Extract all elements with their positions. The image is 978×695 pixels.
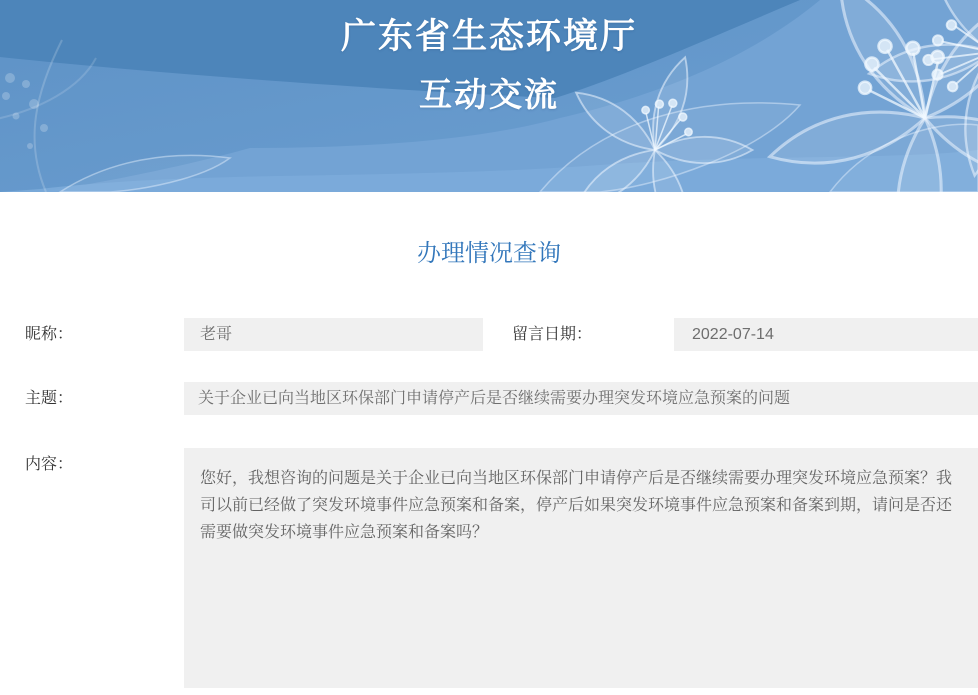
nickname-label: 昵称： (25, 326, 74, 343)
header-banner (0, 0, 978, 192)
message-date-label: 留言日期： (512, 326, 593, 343)
section-title: 办理情况查询 (417, 240, 561, 267)
subject-input[interactable]: 关于企业已向当地区环保部门申请停产后是否继续需要办理突发环境应急预案的问题 (184, 382, 978, 415)
message-date-input[interactable]: 2022-07-14 (674, 318, 978, 351)
content-label: 内容： (25, 456, 74, 473)
subject-label: 主题： (25, 390, 74, 407)
page-subtitle: 互动交流 (419, 76, 559, 113)
nickname-input[interactable]: 老哥 (184, 318, 483, 351)
site-title: 广东省生态环境厅 (340, 17, 637, 56)
content-textarea[interactable]: 您好，我想咨询的问题是关于企业已向当地区环保部门申请停产后是否继续需要办理突发环境应急预案？我司以前已经做了突发环境事件应急预案和备案，停产后如果突发环境事件应急预案和备案到期，请问是否还需要做突发环境事件应急预案和备案吗？ (184, 448, 978, 688)
